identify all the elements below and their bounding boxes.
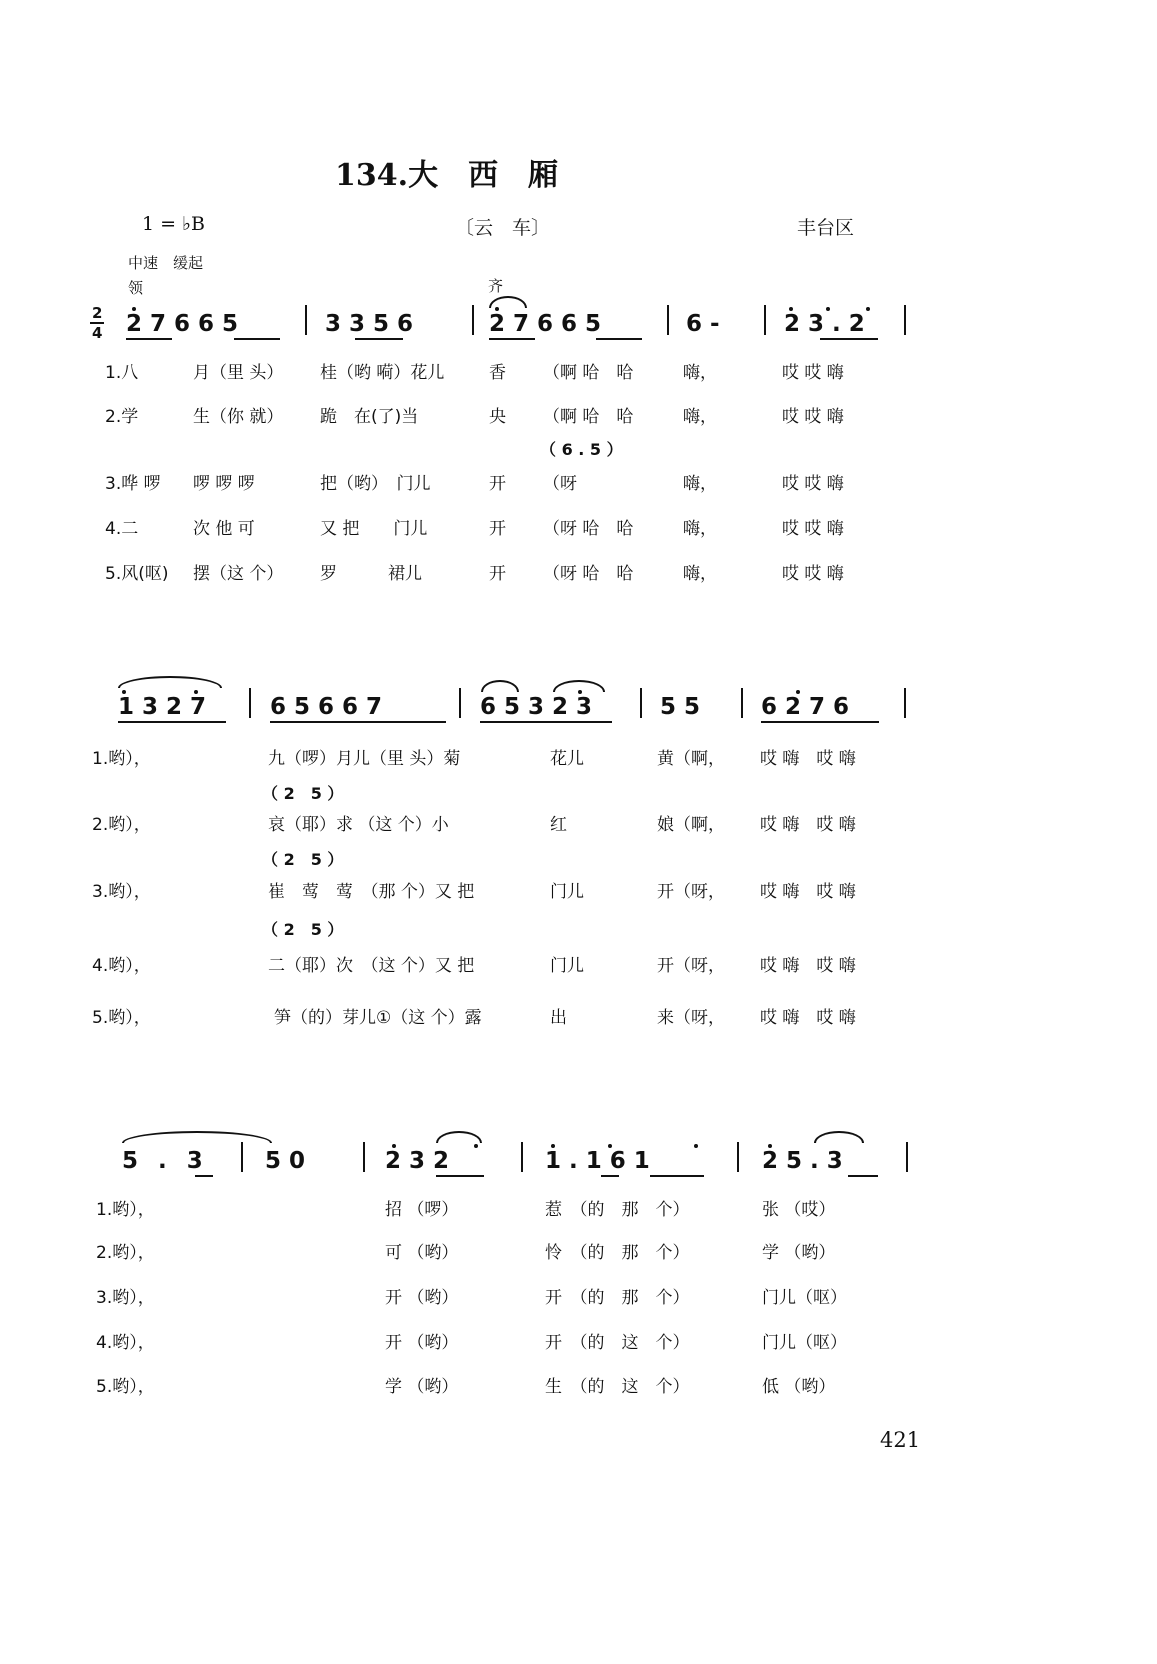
variant-notes: （ 2 5 ） xyxy=(262,920,344,939)
lyric: 嗨， xyxy=(683,363,717,383)
octave-dot xyxy=(578,690,582,694)
lyric: （啊 哈 哈 xyxy=(543,407,634,427)
underline xyxy=(480,721,612,723)
lyric: 可 （哟） xyxy=(385,1243,459,1263)
lyric: 桂（哟 嗬）花儿 xyxy=(320,363,445,383)
barline xyxy=(459,688,461,718)
lyric: 开 xyxy=(489,564,506,584)
lyric: 门儿 xyxy=(550,882,584,902)
lyric: 开 xyxy=(489,519,506,539)
barline xyxy=(741,688,743,718)
barline xyxy=(521,1142,523,1172)
measure-2-5: 6 2 7 6 xyxy=(761,694,850,720)
lyric: 把（哟） 门儿 xyxy=(320,474,431,494)
lyric: （呀 xyxy=(543,474,577,494)
lyric: 4.哟）， xyxy=(96,1333,155,1353)
lyric: 哎 哎 嗨 xyxy=(782,519,844,539)
lyric: 来（呀， xyxy=(657,1008,725,1028)
song-title: 134.大 西 厢 xyxy=(335,158,559,193)
underline xyxy=(270,721,446,723)
lyric: 4.哟）， xyxy=(92,956,151,976)
lyric: 生 （的 这 个） xyxy=(545,1377,690,1397)
measure-1-2: 3 3 5 6 xyxy=(325,311,414,337)
octave-dot xyxy=(392,1144,396,1148)
lyric: 门儿（呕） xyxy=(762,1288,847,1308)
lyric: 开 xyxy=(489,474,506,494)
octave-dot xyxy=(768,1144,772,1148)
underline xyxy=(601,1175,619,1177)
chorus-marking: 齐 xyxy=(488,277,504,295)
lyric: 次 他 可 xyxy=(193,519,255,539)
lyric: 1.八 xyxy=(105,363,139,383)
key-signature: 1 = ♭B xyxy=(142,213,206,235)
lyric: 黄（啊， xyxy=(657,749,725,769)
measure-1-4: 6 - xyxy=(686,311,720,337)
lyric: 香 xyxy=(489,363,506,383)
lyric: 嗨， xyxy=(683,519,717,539)
lyric: 开（呀， xyxy=(657,882,725,902)
lyric: 张 （哎） xyxy=(762,1200,836,1220)
lyric: 啰 啰 啰 xyxy=(193,474,255,494)
barline xyxy=(737,1142,739,1172)
lyric: 3.哟）， xyxy=(96,1288,155,1308)
octave-dot xyxy=(495,307,499,311)
time-sig-top: 2 xyxy=(92,304,103,322)
slur xyxy=(122,1131,272,1143)
lyric: 哎 嗨 哎 嗨 xyxy=(760,749,856,769)
lyric: 央 xyxy=(489,407,506,427)
underline xyxy=(596,338,642,340)
underline xyxy=(650,1175,704,1177)
lyric: 低 （哟） xyxy=(762,1377,836,1397)
barline xyxy=(363,1142,365,1172)
region-label: 丰台区 xyxy=(797,217,855,239)
lead-marking: 领 xyxy=(128,279,144,297)
variant-notes: （ 2 5 ） xyxy=(262,784,344,803)
lyric: 5.哟）， xyxy=(96,1377,155,1397)
measure-3-3: 2 3 2 xyxy=(385,1148,450,1174)
tempo-marking: 中速 缓起 xyxy=(128,254,204,272)
lyric: 嗨， xyxy=(683,474,717,494)
underline xyxy=(118,721,226,723)
octave-dot xyxy=(826,307,830,311)
barline xyxy=(249,688,251,718)
measure-3-5: 2 5 . 3 xyxy=(762,1148,843,1174)
lyric: 哀（耶）求 （这 个）小 xyxy=(268,815,449,835)
barline xyxy=(241,1142,243,1172)
barline xyxy=(472,305,474,335)
lyric: 崔 莺 莺 （那 个）又 把 xyxy=(268,882,475,902)
underline xyxy=(820,338,878,340)
lyric: 二（耶）次 （这 个）又 把 xyxy=(268,956,475,976)
measure-2-1: 1 3 2 7 xyxy=(118,694,207,720)
time-sig-bottom: 4 xyxy=(92,324,103,342)
lyric: 4.二 xyxy=(105,519,139,539)
lyric: 跪 在(了)当 xyxy=(320,407,419,427)
lyric: 开 （的 那 个） xyxy=(545,1288,690,1308)
lyric: 嗨， xyxy=(683,564,717,584)
slur xyxy=(118,676,222,688)
lyric: 花儿 xyxy=(550,749,584,769)
underline xyxy=(761,721,879,723)
lyric: 摆（这 个） xyxy=(193,564,284,584)
lyric: （呀 哈 哈 xyxy=(543,519,634,539)
lyric: 2.学 xyxy=(105,407,139,427)
lyric: 哎 哎 嗨 xyxy=(782,564,844,584)
lyric: 学 （哟） xyxy=(385,1377,459,1397)
barline xyxy=(764,305,766,335)
lyric: 月（里 头） xyxy=(193,363,284,383)
lyric: （呀 哈 哈 xyxy=(543,564,634,584)
lyric: 哎 哎 嗨 xyxy=(782,407,844,427)
barline xyxy=(667,305,669,335)
lyric: 红 xyxy=(550,815,567,835)
lyric: 又 把 门儿 xyxy=(320,519,428,539)
lyric: 出 xyxy=(550,1008,567,1028)
slur xyxy=(489,296,527,308)
measure-2-4: 5 5 xyxy=(660,694,701,720)
octave-dot xyxy=(694,1144,698,1148)
underline xyxy=(195,1175,213,1177)
lyric: 1.哟）， xyxy=(92,749,151,769)
underline xyxy=(436,1175,484,1177)
lyric: 门儿（呕） xyxy=(762,1333,847,1353)
lyric: 3.哗 啰 xyxy=(105,474,161,494)
lyric: 门儿 xyxy=(550,956,584,976)
underline xyxy=(355,338,403,340)
octave-dot xyxy=(551,1144,555,1148)
octave-dot xyxy=(608,1144,612,1148)
lyric: 九（啰）月儿（里 头）菊 xyxy=(268,749,461,769)
lyric: 哎 嗨 哎 嗨 xyxy=(760,1008,856,1028)
lyric: 哎 哎 嗨 xyxy=(782,363,844,383)
lyric: 哎 嗨 哎 嗨 xyxy=(760,815,856,835)
lyric: 学 （哟） xyxy=(762,1243,836,1263)
barline xyxy=(305,305,307,335)
measure-2-3: 6 5 3 2 3 xyxy=(480,694,593,720)
variant-notes: （ 2 5 ） xyxy=(262,850,344,869)
lyric: 惹 （的 那 个） xyxy=(545,1200,690,1220)
lyric: 2.哟）， xyxy=(92,815,151,835)
underline xyxy=(489,338,535,340)
tune-name: 〔云 车〕 xyxy=(455,217,551,239)
octave-dot xyxy=(132,307,136,311)
lyric: 开 （的 这 个） xyxy=(545,1333,690,1353)
page-number: 421 xyxy=(880,1428,921,1452)
octave-dot xyxy=(789,307,793,311)
lyric: 娘（啊， xyxy=(657,815,725,835)
octave-dot xyxy=(122,690,126,694)
lyric: 罗 裙儿 xyxy=(320,564,422,584)
measure-3-2: 5 0 xyxy=(265,1148,306,1174)
lyric: 3.哟）， xyxy=(92,882,151,902)
octave-dot xyxy=(866,307,870,311)
lyric: 笋（的）芽儿①（这 个）露 xyxy=(274,1008,482,1028)
lyric: 哎 嗨 哎 嗨 xyxy=(760,882,856,902)
lyric: 生（你 就） xyxy=(193,407,284,427)
measure-1-5: 2 3 . 2 xyxy=(784,311,865,337)
measure-3-4: 1 . 1 6 1 xyxy=(545,1148,650,1174)
lyric: 嗨， xyxy=(683,407,717,427)
measure-1-1: 2 7 6 6 5 xyxy=(126,311,239,337)
slur xyxy=(481,680,519,692)
variant-notes: （ 6 . 5 ） xyxy=(540,440,623,459)
lyric: 哎 嗨 哎 嗨 xyxy=(760,956,856,976)
lyric: （啊 哈 哈 xyxy=(543,363,634,383)
underline xyxy=(848,1175,878,1177)
measure-2-2: 6 5 6 6 7 xyxy=(270,694,383,720)
barline xyxy=(906,1142,908,1172)
measure-1-3: 2 7 6 6 5 xyxy=(489,311,602,337)
octave-dot xyxy=(474,1144,478,1148)
lyric: 5.风(呕) xyxy=(105,564,169,584)
lyric: 1.哟）， xyxy=(96,1200,155,1220)
slur xyxy=(436,1131,482,1143)
lyric: 开（呀， xyxy=(657,956,725,976)
barline xyxy=(904,688,906,718)
lyric: 哎 哎 嗨 xyxy=(782,474,844,494)
octave-dot xyxy=(796,690,800,694)
lyric: 怜 （的 那 个） xyxy=(545,1243,690,1263)
lyric: 5.哟）， xyxy=(92,1008,151,1028)
barline xyxy=(904,305,906,335)
underline xyxy=(126,338,172,340)
measure-3-1: 5 . 3 xyxy=(122,1148,209,1174)
underline xyxy=(234,338,280,340)
lyric: 开 （哟） xyxy=(385,1288,459,1308)
lyric: 开 （哟） xyxy=(385,1333,459,1353)
lyric: 2.哟）， xyxy=(96,1243,155,1263)
barline xyxy=(640,688,642,718)
octave-dot xyxy=(194,690,198,694)
lyric: 招 （啰） xyxy=(385,1200,459,1220)
slur xyxy=(814,1131,864,1143)
